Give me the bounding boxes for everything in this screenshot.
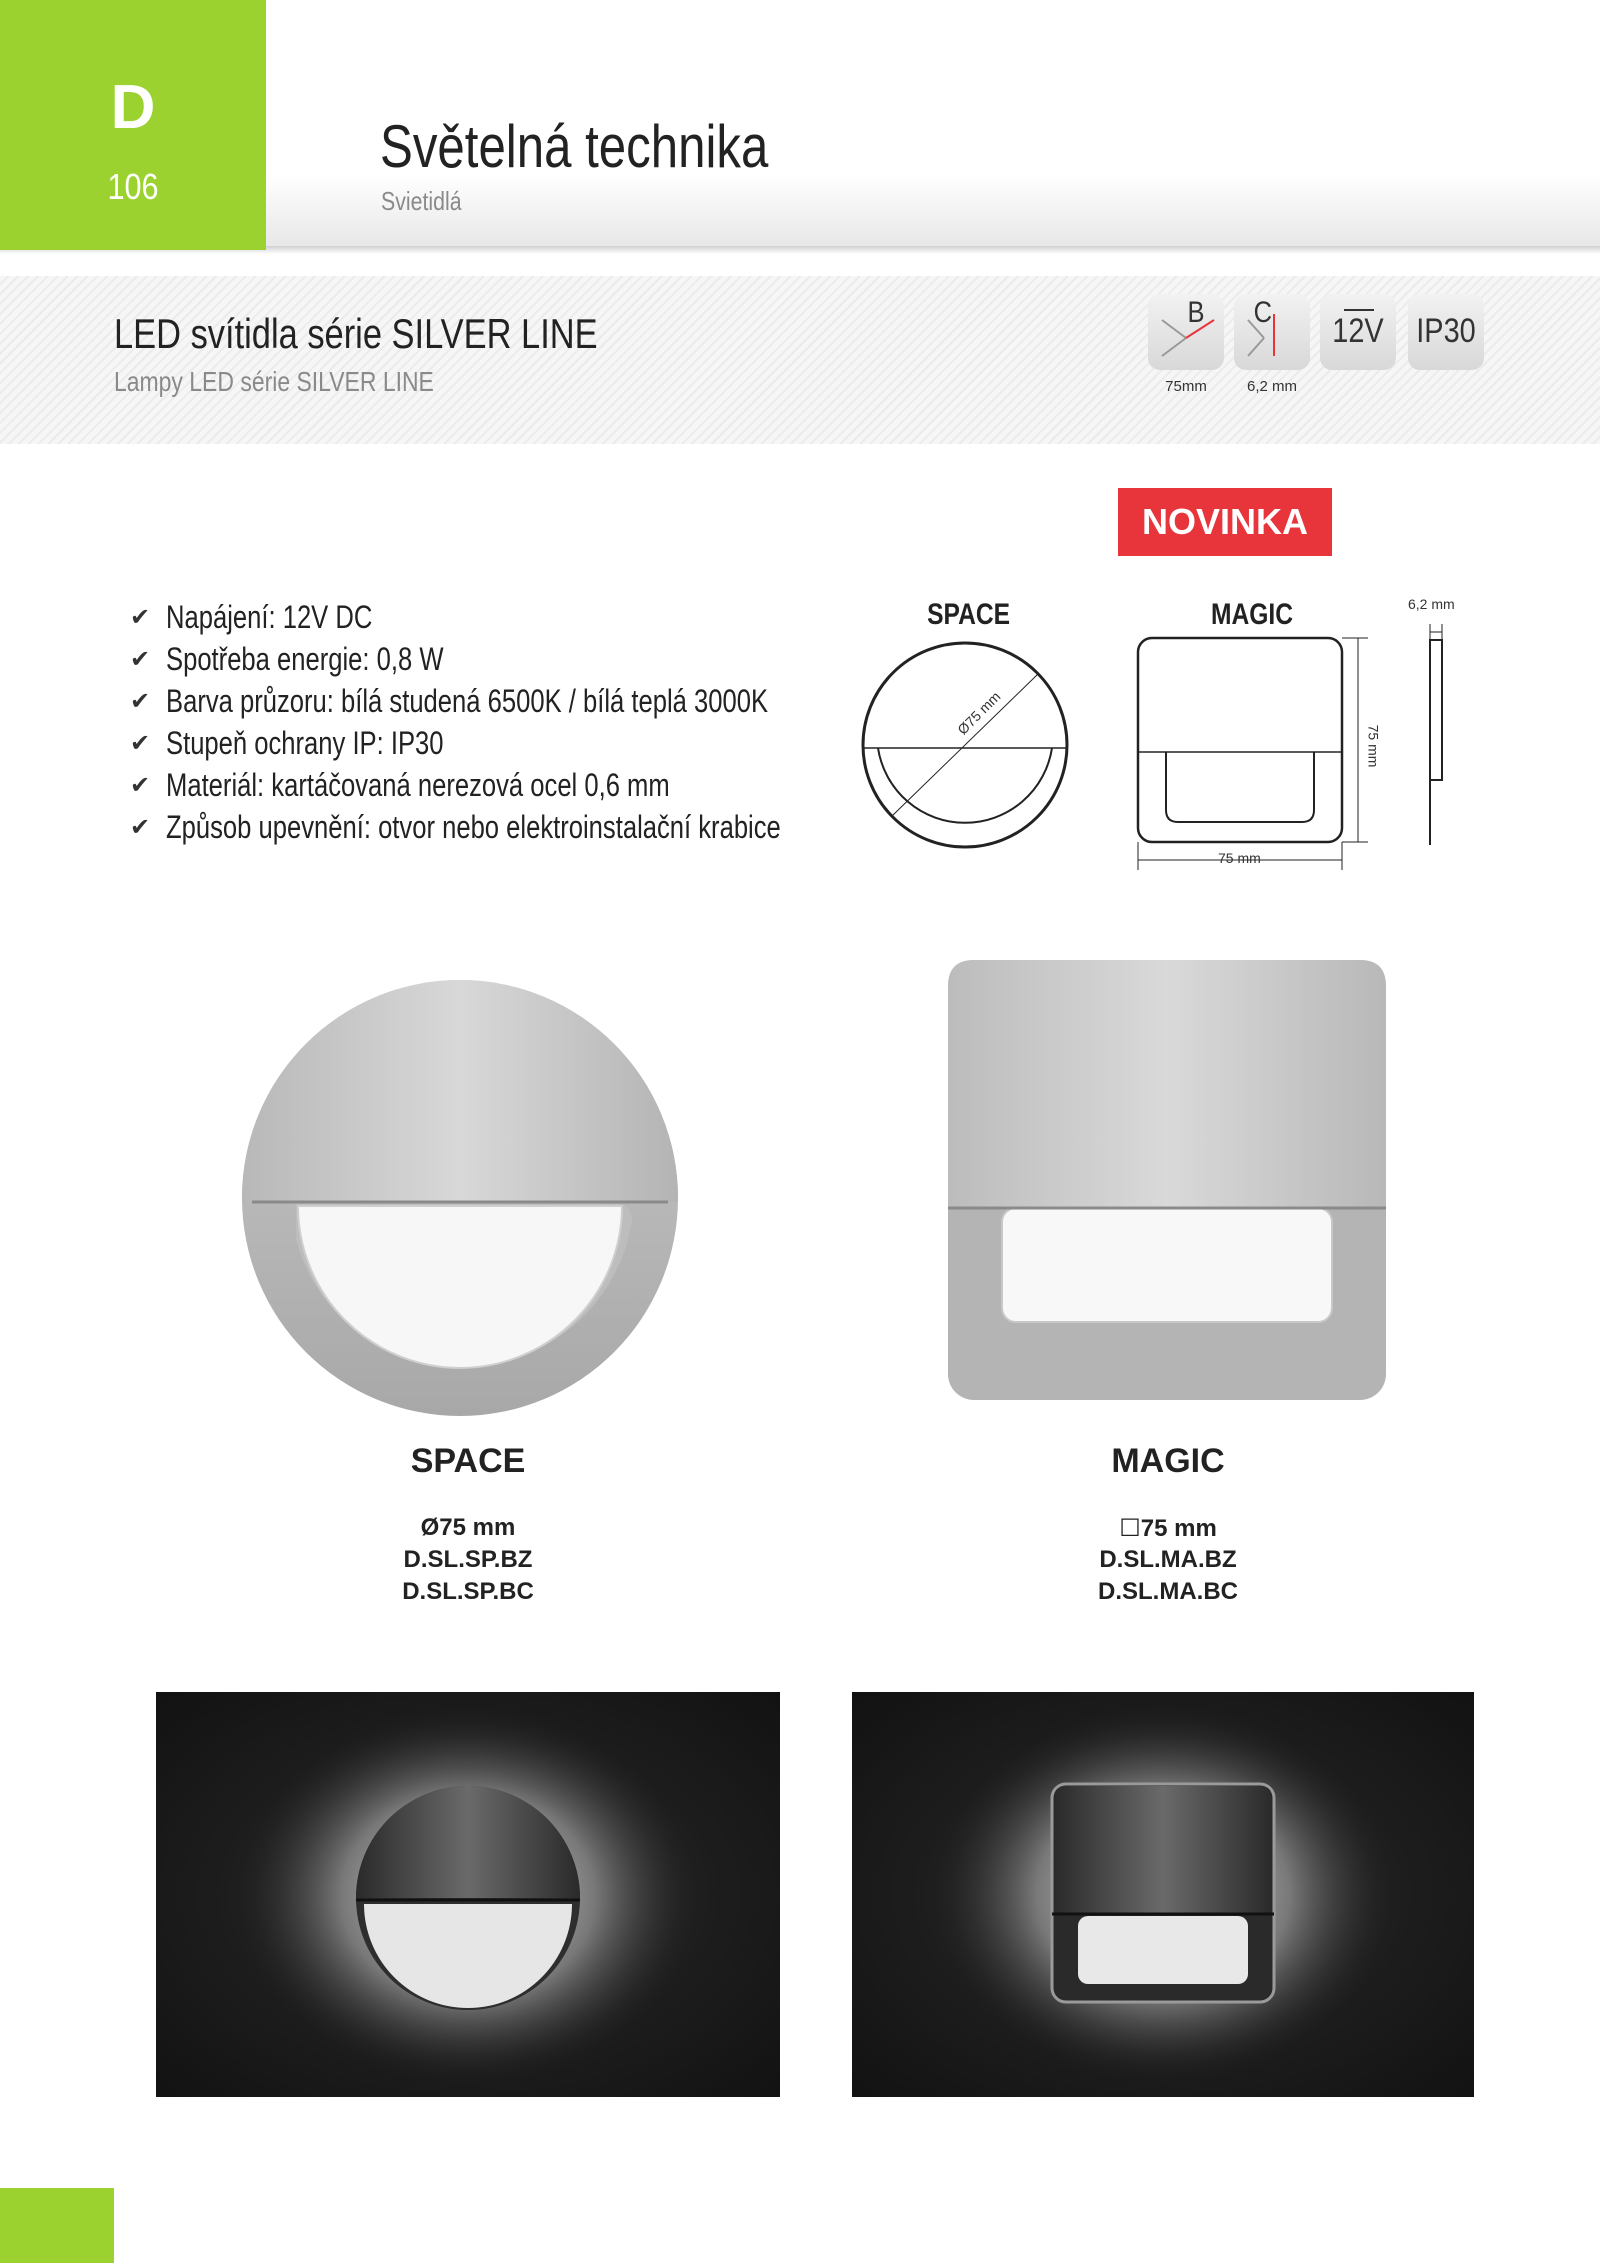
novinka-label: NOVINKA: [1118, 488, 1332, 556]
magic-technical-drawing: [1130, 630, 1400, 880]
space-technical-drawing: [850, 640, 1080, 870]
magic-product-photo: [946, 958, 1388, 1402]
badge-caption: 6,2 mm: [1246, 378, 1297, 395]
magic-lit-photo: [852, 1692, 1474, 2097]
magic-product-code: D.SL.MA.BC: [1098, 1578, 1238, 1605]
ip-badge: [1408, 294, 1484, 370]
beam-angle-icon: [1148, 294, 1224, 370]
series-title: LED svítidla série SILVER LINE: [114, 310, 598, 357]
badge-letter: B: [1187, 296, 1205, 329]
magic-height-dimension: 75 mm: [1365, 724, 1382, 768]
badge-caption: 75mm: [1165, 378, 1207, 395]
footer-tab: [0, 2188, 114, 2263]
series-subtitle: Lampy LED série SILVER LINE: [114, 366, 434, 397]
space-drawing-label: SPACE: [927, 598, 1011, 631]
space-lit-illustration: [156, 1692, 780, 2097]
side-depth-dimension: 6,2 mm: [1408, 596, 1455, 612]
side-profile-drawing: [1420, 610, 1480, 850]
space-product-name: SPACE: [410, 1442, 526, 1480]
check-icon: ✔: [130, 729, 151, 757]
space-lit-photo: [156, 1692, 780, 2097]
check-icon: ✔: [130, 813, 151, 841]
check-icon: ✔: [130, 645, 151, 673]
magic-product-code: D.SL.MA.BZ: [1099, 1546, 1237, 1573]
check-icon: ✔: [130, 603, 151, 631]
space-product-size: Ø75 mm: [420, 1514, 516, 1541]
beam-angle-badge: [1148, 294, 1224, 370]
feature-list: [130, 596, 934, 848]
list-item: ✔ Napájení: 12V DC: [130, 598, 373, 635]
check-icon: ✔: [130, 771, 151, 799]
page-title: Světelná technika: [380, 113, 769, 180]
section-letter: D: [110, 73, 156, 142]
dc-bar-icon: [1344, 309, 1374, 311]
list-item: ✔ Spotřeba energie: 0,8 W: [130, 640, 444, 677]
magic-product-name: MAGIC: [1111, 1442, 1225, 1480]
depth-badge: [1234, 294, 1310, 370]
magic-drawing-label: MAGIC: [1211, 598, 1293, 631]
list-item: ✔ Způsob upevnění: otvor nebo elektroinstalační krabice: [130, 808, 781, 845]
magic-width-dimension: 75 mm: [1218, 850, 1261, 866]
space-product-code: D.SL.SP.BC: [402, 1578, 534, 1605]
space-diameter-dimension: Ø75 mm: [954, 688, 1004, 738]
badge-letter: C: [1253, 296, 1273, 329]
list-item: ✔ Stupeň ochrany IP: IP30: [130, 724, 444, 761]
list-item: ✔ Barva průzoru: bílá studená 6500K / bílá teplá 3000K: [130, 682, 769, 719]
space-product-code: D.SL.SP.BZ: [403, 1546, 533, 1573]
page-subtitle: Svietidlá: [381, 186, 462, 216]
magic-product-size: ☐75 mm: [1119, 1515, 1217, 1542]
badge-label: 12V: [1332, 312, 1384, 350]
voltage-badge: [1320, 294, 1396, 370]
space-product-photo: [240, 960, 680, 1420]
page-number: 106: [107, 166, 159, 207]
list-item: ✔ Materiál: kartáčovaná nerezová ocel 0,6 mm: [130, 766, 670, 803]
check-icon: ✔: [130, 687, 151, 715]
badge-label: IP30: [1416, 312, 1476, 350]
magic-lit-illustration: [852, 1692, 1474, 2097]
